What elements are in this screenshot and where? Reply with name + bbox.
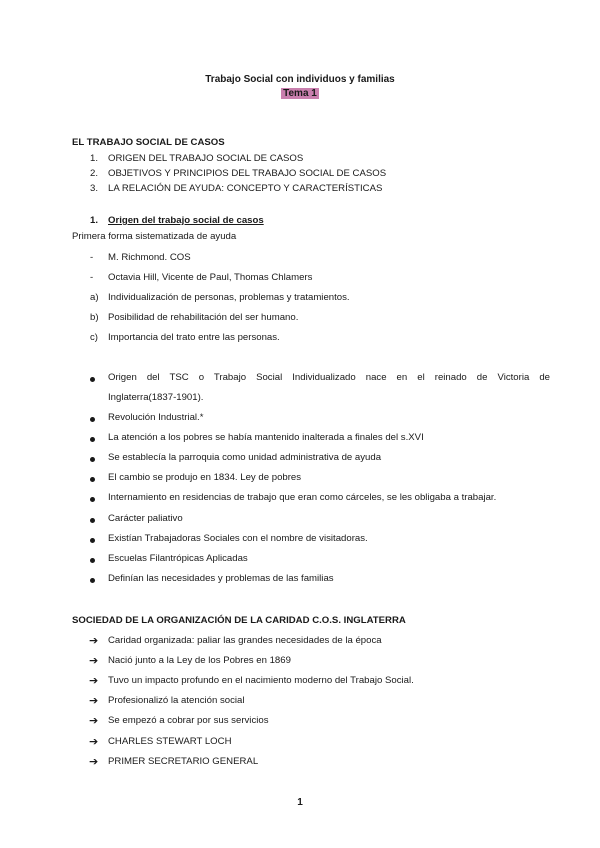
- list-item: Escuelas Filantrópicas Aplicadas: [108, 553, 248, 564]
- subsection-number: 1.: [90, 215, 99, 226]
- highlighted-subtitle: Tema 1: [283, 88, 317, 99]
- bullet-icon: [90, 437, 95, 442]
- list-item: Caridad organizada: paliar las grandes necesidades de la época: [108, 635, 382, 646]
- arrow-right-icon: ➔: [89, 635, 99, 647]
- bullet-icon: [90, 377, 95, 382]
- section-heading: EL TRABAJO SOCIAL DE CASOS: [72, 137, 225, 148]
- list-item: Revolución Industrial.*: [108, 412, 204, 423]
- toc-number: 3.: [90, 183, 99, 194]
- bullet-icon: [90, 578, 95, 583]
- document-title: Trabajo Social con individuos y familias: [205, 74, 395, 85]
- list-item: PRIMER SECRETARIO GENERAL: [108, 756, 259, 767]
- arrow-right-icon: ➔: [89, 736, 99, 748]
- bullet-icon: [90, 457, 95, 462]
- bullet-icon: [90, 417, 95, 422]
- letter-marker: a): [90, 292, 99, 303]
- list-item: Posibilidad de rehabilitación del ser humano.: [108, 312, 299, 323]
- list-item: Importancia del trato entre las personas.: [108, 332, 280, 343]
- toc-item: ORIGEN DEL TRABAJO SOCIAL DE CASOS: [108, 153, 304, 164]
- letter-marker: b): [90, 312, 99, 323]
- bullet-icon: [90, 558, 95, 563]
- arrow-right-icon: ➔: [89, 715, 99, 727]
- list-item: La atención a los pobres se había mantenido inalterada a finales del s.XVI: [108, 432, 424, 443]
- list-item: Se empezó a cobrar por sus servicios: [108, 715, 269, 726]
- list-item: Se establecía la parroquia como unidad administrativa de ayuda: [108, 452, 382, 463]
- bullet-icon: [90, 518, 95, 523]
- dash-marker: -: [90, 272, 94, 283]
- list-item: Internamiento en residencias de trabajo que eran como cárceles, se les obligaba a trabajar.: [108, 492, 497, 503]
- list-item-continuation: Inglaterra(1837-1901).: [108, 392, 204, 403]
- dash-marker: -: [90, 252, 94, 263]
- list-item: Tuvo un impacto profundo en el nacimiento moderno del Trabajo Social.: [108, 675, 414, 686]
- intro-text: Primera forma sistematizada de ayuda: [72, 231, 237, 242]
- list-item: Definían las necesidades y problemas de las familias: [108, 573, 334, 584]
- list-item: Nació junto a la Ley de los Pobres en 1869: [108, 655, 291, 666]
- list-item: Existían Trabajadoras Sociales con el nombre de visitadoras.: [108, 533, 368, 544]
- subsection-heading: Origen del trabajo social de casos: [108, 215, 264, 226]
- arrow-right-icon: ➔: [89, 756, 99, 768]
- list-item: Carácter paliativo: [108, 513, 183, 524]
- bullet-icon: [90, 497, 95, 502]
- list-item: Origen del TSC o Trabajo Social Individualizado nace en el reinado de Victoria de: [108, 372, 550, 383]
- arrow-right-icon: ➔: [89, 675, 99, 687]
- list-item: M. Richmond. COS: [108, 252, 191, 263]
- list-item: CHARLES STEWART LOCH: [108, 736, 232, 747]
- letter-marker: c): [90, 332, 98, 343]
- section-heading: SOCIEDAD DE LA ORGANIZACIÓN DE LA CARIDAD C.O.S. INGLATERRA: [72, 615, 406, 626]
- page-number: 1: [297, 797, 303, 808]
- toc-number: 2.: [90, 168, 99, 179]
- bullet-icon: [90, 538, 95, 543]
- toc-item: LA RELACIÓN DE AYUDA: CONCEPTO Y CARACTERÍSTICAS: [108, 183, 383, 194]
- arrow-right-icon: ➔: [89, 695, 99, 707]
- toc-number: 1.: [90, 153, 99, 164]
- list-item: El cambio se produjo en 1834. Ley de pobres: [108, 472, 302, 483]
- subtitle-line: [0, 88, 600, 100]
- list-item: Individualización de personas, problemas y tratamientos.: [108, 292, 350, 303]
- list-item: Profesionalizó la atención social: [108, 695, 245, 706]
- toc-item: OBJETIVOS Y PRINCIPIOS DEL TRABAJO SOCIAL DE CASOS: [108, 168, 387, 179]
- list-item: Octavia Hill, Vicente de Paul, Thomas Chlamers: [108, 272, 313, 283]
- bullet-icon: [90, 477, 95, 482]
- arrow-right-icon: ➔: [89, 655, 99, 667]
